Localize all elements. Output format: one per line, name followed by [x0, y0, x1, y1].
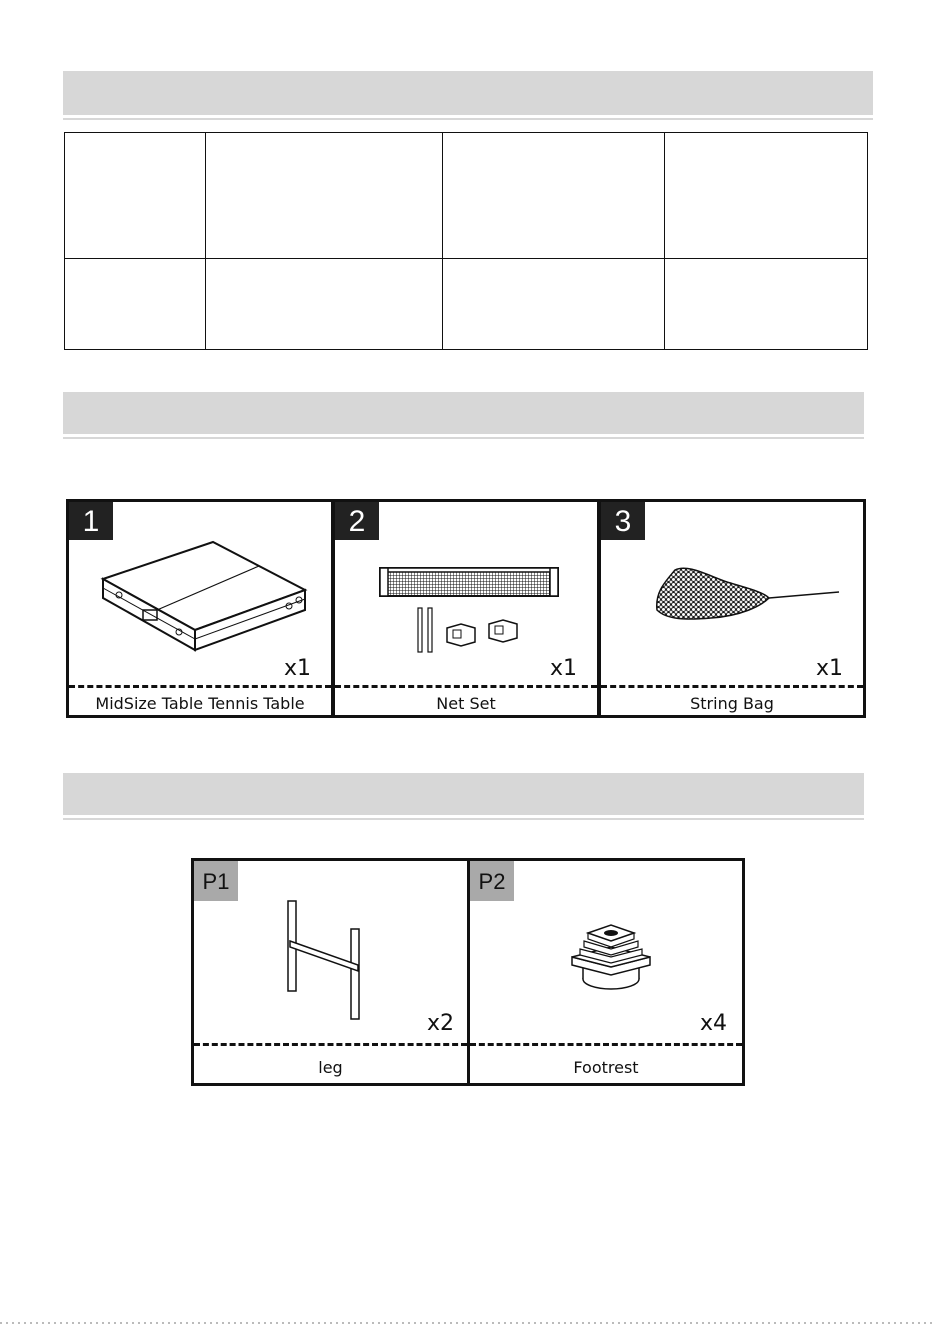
spec-table: [64, 132, 868, 350]
spec-cell: [206, 133, 442, 259]
spec-cell: [65, 259, 206, 350]
hardware-caption: Footrest: [573, 1058, 639, 1077]
part-number-badge: 1: [69, 502, 113, 540]
spec-cell: [65, 133, 206, 259]
hardware-number-badge: P1: [194, 861, 238, 901]
dashed-divider: [194, 1043, 467, 1046]
spec-cell: [442, 259, 664, 350]
dashed-divider: [601, 685, 863, 688]
part-quantity: x1: [549, 656, 577, 681]
spec-cell: [206, 259, 442, 350]
part-quantity: x1: [815, 656, 843, 681]
net-set-icon: [375, 566, 565, 656]
dashed-divider: [69, 685, 331, 688]
part-panel-1: [66, 499, 334, 718]
string-bag-icon: [651, 562, 841, 626]
section-header-bar-3: [63, 773, 864, 815]
part-number-badge: 3: [601, 502, 645, 540]
footrest-icon: [566, 919, 656, 995]
leg-frame-icon: [276, 899, 372, 1023]
hardware-quantity: x4: [699, 1011, 727, 1036]
dashed-divider: [470, 1043, 742, 1046]
part-panel-2: [332, 499, 600, 718]
hardware-quantity: x2: [426, 1011, 454, 1036]
section-header-bar-1: [63, 71, 873, 115]
hardware-panel-p1: [191, 858, 470, 1086]
part-caption: Net Set: [436, 694, 496, 713]
spec-cell: [664, 259, 867, 350]
spec-cell: [664, 133, 867, 259]
folded-table-icon: [99, 540, 309, 656]
part-panel-3: [598, 499, 866, 718]
part-caption: MidSize Table Tennis Table: [95, 694, 305, 713]
hardware-panel-p2: [467, 858, 745, 1086]
spec-cell: [442, 133, 664, 259]
section-header-underline-1: [63, 118, 873, 120]
hardware-number-badge: P2: [470, 861, 514, 901]
dashed-divider: [335, 685, 597, 688]
section-header-underline-2: [63, 437, 864, 439]
section-header-underline-3: [63, 818, 864, 820]
hardware-caption: leg: [318, 1058, 343, 1077]
section-header-bar-2: [63, 392, 864, 434]
part-quantity: x1: [283, 656, 311, 681]
part-number-badge: 2: [335, 502, 379, 540]
part-caption: String Bag: [690, 694, 774, 713]
